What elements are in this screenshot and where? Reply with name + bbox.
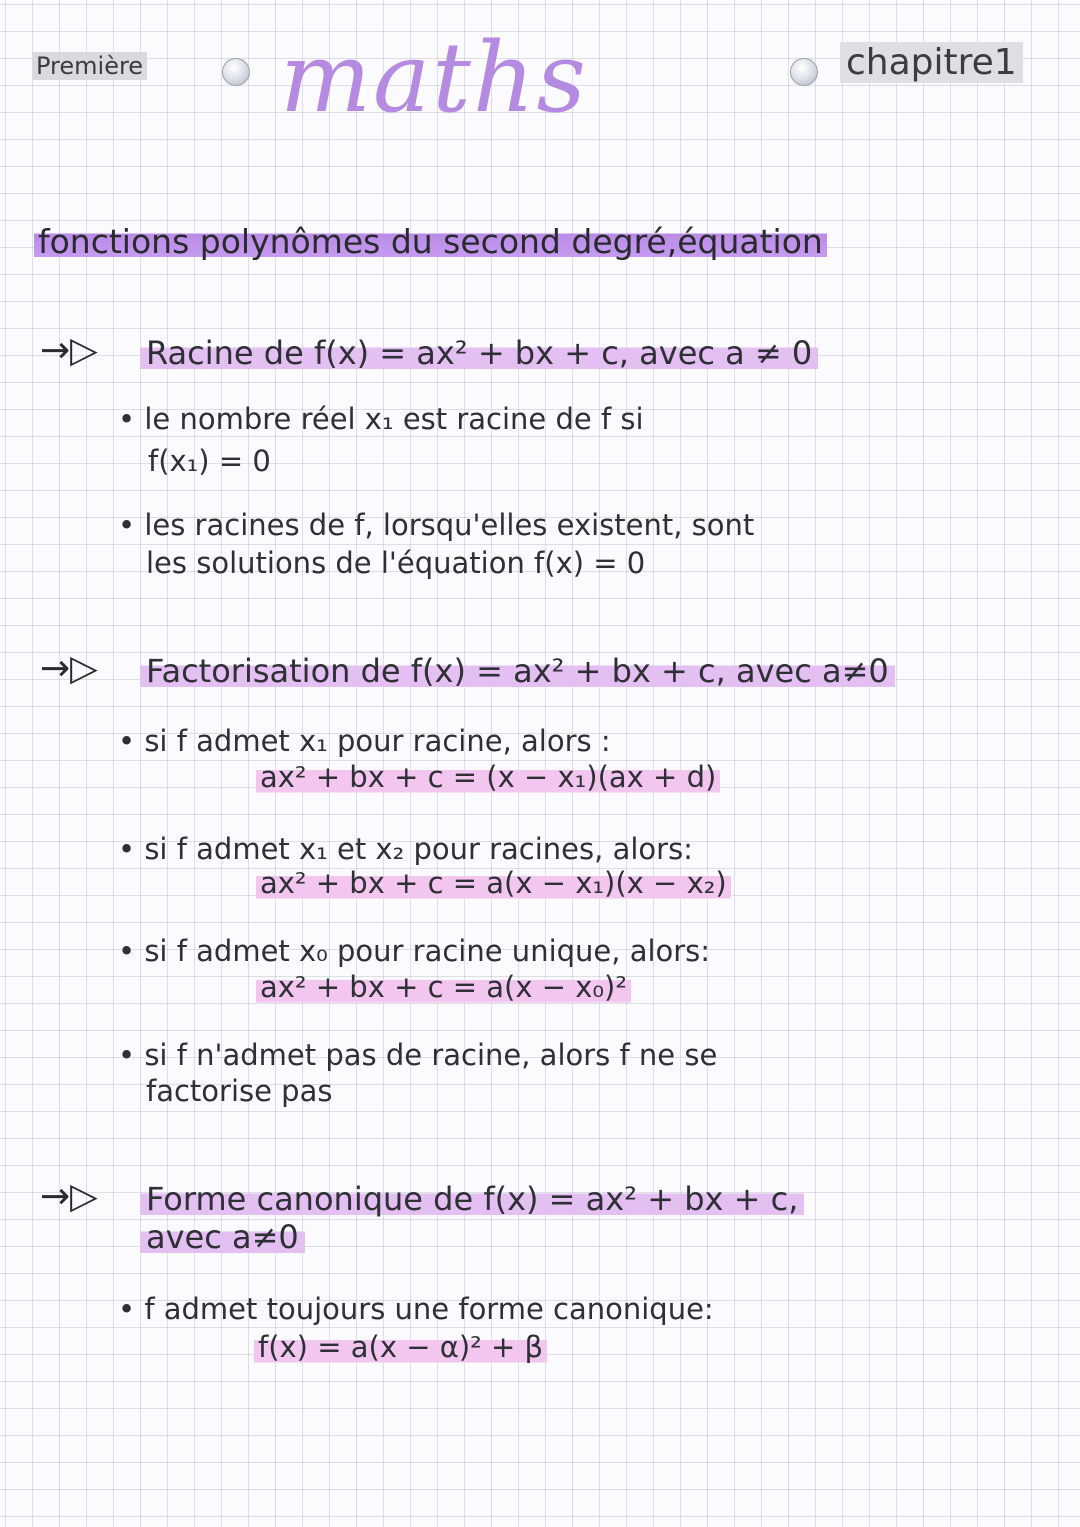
chapter-label: chapitre1: [840, 42, 1023, 83]
main-heading: fonctions polynômes du second degré,équation: [34, 222, 827, 261]
section-title-canonique: Forme canonique de f(x) = ax² + bx + c,: [140, 1180, 804, 1218]
section-line: • si f n'admet pas de racine, alors f ne se: [118, 1038, 718, 1072]
section-title-factorisation: Factorisation de f(x) = ax² + bx + c, avec a≠0: [140, 652, 895, 690]
pin-icon: [790, 58, 818, 86]
section-line: • si f admet x₀ pour racine unique, alors:: [118, 934, 711, 968]
section-formula: f(x) = a(x − α)² + β: [254, 1330, 547, 1364]
section-line: • les racines de f, lorsqu'elles existent, sont: [118, 508, 755, 542]
section-line: • si f admet x₁ pour racine, alors :: [118, 724, 611, 758]
section-title-racine: Racine de f(x) = ax² + bx + c, avec a ≠ 0: [140, 334, 818, 372]
page-title: maths: [280, 22, 588, 134]
section-line: factorise pas: [146, 1074, 333, 1108]
arrow-icon: →▷: [40, 1176, 98, 1217]
level-label: Première: [32, 52, 147, 80]
arrow-icon: →▷: [40, 330, 98, 371]
section-line: f(x₁) = 0: [148, 444, 271, 478]
section-line: • le nombre réel x₁ est racine de f si: [118, 402, 644, 436]
section-formula: ax² + bx + c = a(x − x₁)(x − x₂): [256, 866, 731, 900]
section-line: les solutions de l'équation f(x) = 0: [146, 546, 646, 580]
section-line: • f admet toujours une forme canonique:: [118, 1292, 714, 1326]
arrow-icon: →▷: [40, 648, 98, 689]
pin-icon: [222, 58, 250, 86]
section-title-canonique-cont: avec a≠0: [140, 1218, 305, 1256]
section-formula: ax² + bx + c = (x − x₁)(ax + d): [256, 760, 720, 794]
section-formula: ax² + bx + c = a(x − x₀)²: [256, 970, 631, 1004]
section-line: • si f admet x₁ et x₂ pour racines, alors:: [118, 832, 693, 866]
